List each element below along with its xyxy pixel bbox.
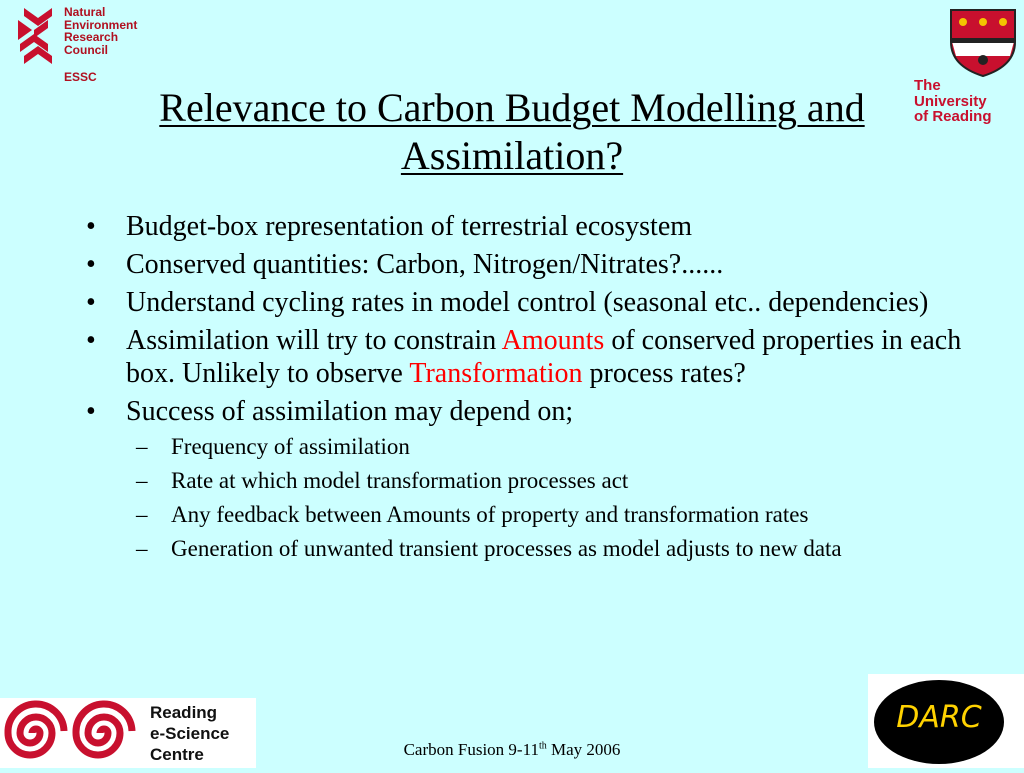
bullet-marker: •: [86, 211, 96, 242]
highlight-amounts: Amounts: [501, 325, 605, 356]
bullet-item: • Assimilation will try to constrain Amounts of conserved properties in each box. Unlikely to observe Transformation process rates?: [86, 325, 962, 389]
bullet-marker: •: [86, 287, 96, 318]
resc-name: Reading e-Science Centre: [150, 703, 230, 764]
reading-shield-icon: [948, 8, 1018, 78]
sub-bullet-item: – Generation of unwanted transient processes as model adjusts to new data: [136, 536, 842, 561]
sub-bullet-item: – Rate at which model transformation processes act: [136, 468, 629, 493]
bullet-marker: •: [86, 325, 96, 356]
essc-label: ESSC: [64, 70, 97, 84]
sub-bullet-item: – Frequency of assimilation: [136, 434, 410, 459]
bullet-item: • Budget-box representation of terrestrial ecosystem: [86, 211, 693, 242]
sub-bullet-marker: –: [136, 434, 148, 459]
sub-bullet-item: – Any feedback between Amounts of property and transformation rates: [136, 502, 809, 527]
sub-bullet-marker: –: [136, 502, 148, 527]
highlight-transformation: Transformation: [409, 358, 583, 389]
bullet-item: • Success of assimilation may depend on;: [86, 396, 574, 427]
bullet-marker: •: [86, 249, 96, 280]
title-line-1: Relevance to Carbon Budget Modelling and: [159, 85, 865, 130]
nerc-logo: [14, 6, 164, 88]
nerc-name: Natural Environment Research Council: [64, 5, 138, 57]
slide-title: [70, 84, 954, 180]
slide-footer: Carbon Fusion 9-11th May 2006: [403, 740, 621, 759]
bullet-item: • Conserved quantities: Carbon, Nitrogen/Nitrates?......: [86, 249, 724, 280]
sub-bullet-marker: –: [136, 468, 148, 493]
bullet-list: [86, 210, 966, 569]
bullet-item: • Understand cycling rates in model control (seasonal etc.. dependencies): [86, 287, 929, 318]
darc-label: DARC: [896, 700, 982, 735]
reading-name: The University of Reading: [914, 77, 992, 125]
reading-e-science-centre-logo: [0, 698, 256, 768]
spiral-icon: [0, 698, 146, 768]
sub-bullet-marker: –: [136, 536, 148, 561]
darc-logo: [868, 674, 1024, 768]
nerc-chevron-icon: [14, 6, 62, 70]
title-line-2: Assimilation?: [400, 133, 624, 178]
bullet-marker: •: [86, 396, 96, 427]
